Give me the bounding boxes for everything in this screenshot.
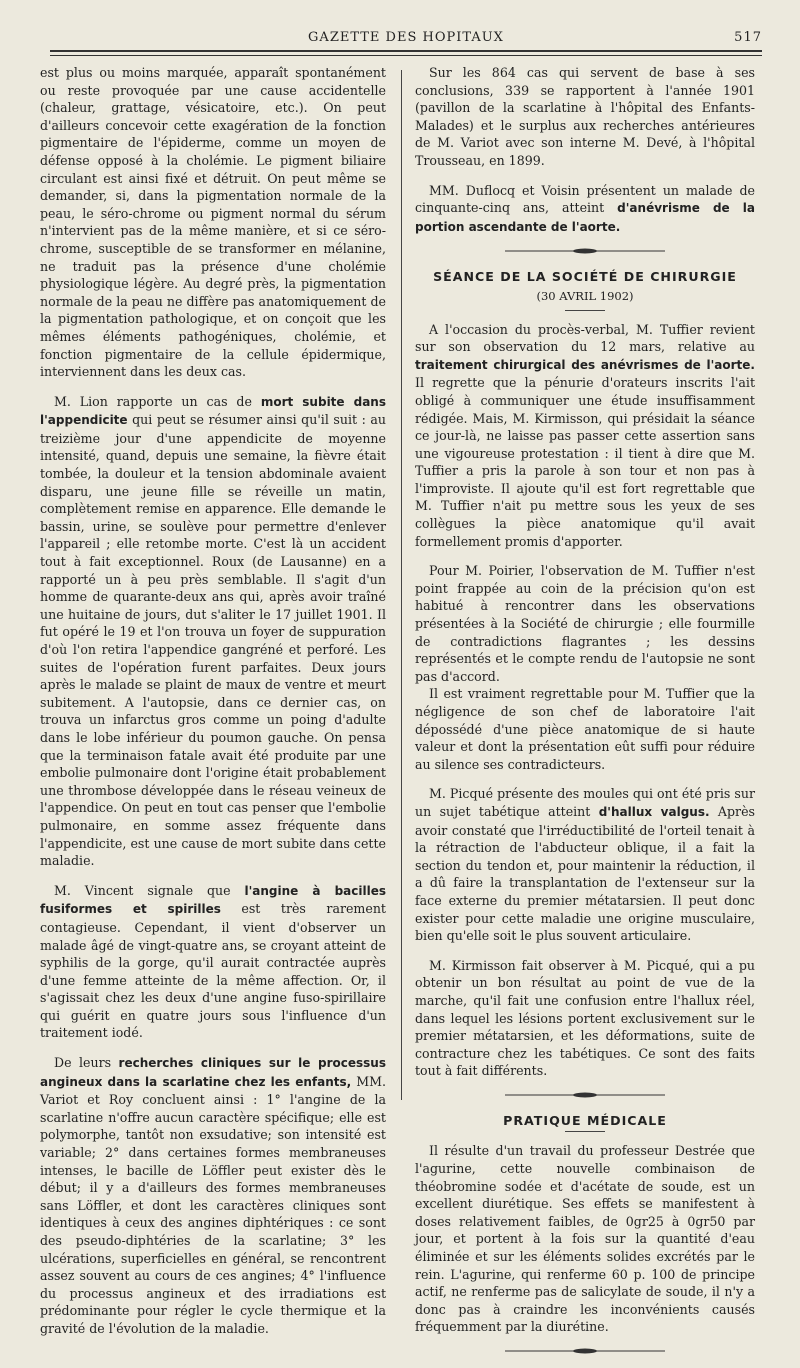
text: MM. Duflocq et Voisin présentent un malade de cinquante-cinq ans, atteint xyxy=(415,182,755,216)
paragraph-cases: Sur les 864 cas qui servent de base à ses conclusions, 339 se rapportent à l'année 1901 (pavillon de la scarlatine à l'hôpital des Enfants-Malades) et le surplus aux recherches antérieures de M. Variot avec son interne M. Devé, à l'hôpital Trousseau, en 1899. xyxy=(415,65,755,168)
paragraph-angine xyxy=(40,882,386,1042)
paragraph-scarlatine xyxy=(40,1054,386,1338)
paragraph-tuffier xyxy=(415,321,755,551)
text: est très rarement contagieuse. Cependant, il vient d'observer un malade âgé de vingt-quatre ans, se croyant atteint de syphilis de la gorge, qu'il aurait contractée auprès d'une femme atteinte de la même affection. Or, il s'agissait chez les deux d'une angine fuso-spirillaire qui guérit en quatre jours sous l'influence d'un traitement iodé. xyxy=(40,901,386,1041)
paragraph-pigmentation: est plus ou moins marquée, apparaît spontanément ou reste provoquée par une cause accidentelle (chaleur, grattage, vésicatoire, etc.). On peut d'ailleurs concevoir cette exagération de la fonction pigmentaire de l'épiderme, comme un moyen de défense opposé à la cholémie. Le pigment biliaire circulant est ainsi fixé et détruit. On peut même se demander, si, dans la pigmentation normale de la peau, le séro-chrome ou pigment normal du sérum n'intervient pas de la même manière, et si ce séro-chrome, susceptible de se transformer en mélanine, ne traduit pas la présence d'une cholémie physiologique légère. Au degré près, la pigmentation normale de la peau ne diffère pas anatomiquement de la pigmentation pathologique, et on conçoit que les mêmes éléments pathogéniques, cholémie, et fonction pigmentaire de la cellule épidermique, interviennent dans les deux cas. xyxy=(40,65,386,380)
paragraph-mort-subite xyxy=(40,393,386,870)
ornamental-separator xyxy=(505,1348,665,1354)
ornamental-separator xyxy=(505,1092,665,1098)
text: M. Picqué présente des moules qui ont été pris sur un sujet tabétique atteint xyxy=(415,786,755,819)
paragraph-regret: Il est vraiment regrettable pour M. Tuffier que la négligence de son chef de laboratoire l'ait dépossédé d'une pièce anatomique de si haute valeur et dont la présentation eût suffi pour réduire au silence ses contradicteurs. xyxy=(415,686,755,772)
section-date: (30 AVRIL 1902) xyxy=(536,288,634,303)
paragraph-poirier: Pour M. Poirier, l'observation de M. Tuffier n'est point frappée au coin de la précision qu'on est habitué à rencontrer dans les observations présentées à la Société de chirurgie ; elle fourmille de contradictions flagrantes ; les dessins représentés et le compte rendu de l'autopsie ne sont pas d'accord. xyxy=(415,563,755,684)
left-column xyxy=(40,64,386,1350)
header-rule-thick xyxy=(50,50,762,52)
paragraph-kirmisson: M. Kirmisson fait observer à M. Picqué, qui a pu obtenir un bon résultat au point de vue de la marche, qu'il fait une confusion entre l'hallux réel, dans lequel les lésions portent exclusivement sur le premier métatarsien, et les déformations, suite de contracture chez les tabétiques. Ce sont des faits tout à fait différents. xyxy=(415,957,755,1079)
section-title-pratique: PRATIQUE MÉDICALE xyxy=(503,1112,667,1128)
running-header xyxy=(50,30,762,50)
paragraph-agurine: Il résulte d'un travail du professeur Destrée que l'agurine, cette nouvelle combinaison de théobromine sodée et d'acétate de soude, est un excellent diurétique. Ses effets se manifestent à doses relativement faibles, de 0gr25 à 0gr50 par jour, et portent à la fois sur la quantité d'eau éliminée et sur les éléments solides excrétés par le rein. L'agurine, qui renferme 60 p. 100 de principe actif, ne renferme pas de salicylate de soude, il n'y a donc pas à craindre les inconvénients causés fréquemment par la diurétine. xyxy=(415,1143,755,1335)
bold-topic: recherches cliniques sur le processus angineux dans la scarlatine chez les enfants, xyxy=(40,1056,386,1089)
text: Après avoir constaté que l'irréductibilité de l'orteil tenait à la rétraction de l'abducteur oblique, il a fait la section du tendon et, pour maintenir la réduction, il a dû faire la transplantation de l'extenseur sur la face externe du premier métatarsien. Il peut donc exister pour cette maladie une origine musculaire, bien qu'elle soit le plus souvent articulaire. xyxy=(415,803,755,944)
paragraph-picque xyxy=(415,785,755,944)
journal-title: GAZETTE DES HOPITAUX xyxy=(308,30,504,45)
paragraph-anevrisme xyxy=(415,182,755,237)
text: M. Lion rapporte un cas de xyxy=(54,393,261,409)
bold-topic: d'anévrisme de la portion ascendante de l'aorte. xyxy=(415,201,755,234)
right-column xyxy=(415,64,755,1368)
short-rule xyxy=(565,310,605,311)
column-divider xyxy=(401,70,402,1100)
bold-topic: mort subite dans l'appendicite xyxy=(40,394,386,428)
text: A l'occasion du procès-verbal, M. Tuffier revient sur son observation du 12 mars, relative au xyxy=(415,321,755,355)
header-rule-thin xyxy=(50,55,762,56)
text: qui peut se résumer ainsi qu'il suit : au treizième jour d'une appendicite de moyenne intensité, quand, depuis une semaine, la fièvre était tombée, la douleur et la tension abdominale avaient disparu, une jeune fille se réveille un matin, complètement remise en apparence. Elle demande le bassin, urine, se soulève pour permettre d'enlever l'appareil ; elle retombe morte. C'est là un accident tout à fait exceptionnel. Roux (de Lausanne) en a rapporté un à peu près semblable. Il s'agit d'un homme de quarante-deux ans qui, après avoir traîné une huitaine de jours, dut s'aliter le 17 juillet 1901. Il fut opéré le 19 et l'on trouva un foyer de suppuration d'où l'on retira l'appendice gangréné et perforé. Les suites de l'opération furent parfaites. Deux jours après le malade se plaint de maux de ventre et meurt subitement. A l'autopsie, dans ce dernier cas, on trouva un infarctus gros comme un poing d'adulte dans le lobe inférieur du poumon gauche. On pensa que la terminaison fatale avait été produite par une embolie pulmonaire dont l'origine était probablement une thrombose développée dans le réseau veineux de l'appendice. On peut en tout cas penser que l'embolie pulmonaire, en somme assez fréquente dans l'appendicite, est une cause de mort subite dans cette maladie. xyxy=(40,412,386,869)
page-number: 517 xyxy=(734,30,762,45)
bold-topic: l'angine à bacilles fusiformes et spirilles xyxy=(40,883,386,917)
short-rule xyxy=(565,1131,605,1132)
section-title-chirurgie: SÉANCE DE LA SOCIÉTÉ DE CHIRURGIE xyxy=(433,269,737,285)
bold-topic: traitement chirurgical des anévrismes de l'aorte. xyxy=(415,357,755,372)
text: Il regrette que la pénurie d'orateurs inscrits l'ait obligé à communiquer une étude insuffisamment rédigée. Mais, M. Kirmisson, qui présidait la séance ce jour-là, ne laisse pas passer cette assertion sans une vigoureuse protestation : il tient à dire que M. Tuffier a pris la parole à son tour et non pas à l'improviste. Il ajoute qu'il est fort regrettable que M. Tuffier n'ait pu mettre sous les yeux de ses collègues la pièce anatomique qu'il avait formellement promis d'apporter. xyxy=(415,375,755,549)
text: MM. Variot et Roy concluent ainsi : 1° l'angine de la scarlatine n'offre aucun caractère spécifique; elle est polymorphe, tantôt non exsudative; son intensité est variable; 2° dans certaines formes membraneuses intenses, le bacille de Löffler peut exister dès le début; il y a d'ailleurs des formes membraneuses sans Löffler, et dont les caractères cliniques sont identiques à ceux des angines diphtériques : ce sont des pseudo-diphtéries de la scarlatine; 3° les ulcérations, superficielles en général, se rencontrent assez souvent au cours de ces angines; 4° l'influence du processus angineux et des irradiations est prédominante pour régler le cycle thermique et la gravité de l'évolution de la maladie. xyxy=(40,1073,386,1336)
bold-topic: d'hallux valgus. xyxy=(598,804,710,819)
text: M. Vincent signale que xyxy=(54,882,245,898)
ornamental-separator xyxy=(505,248,665,254)
text: De leurs xyxy=(54,1055,119,1071)
